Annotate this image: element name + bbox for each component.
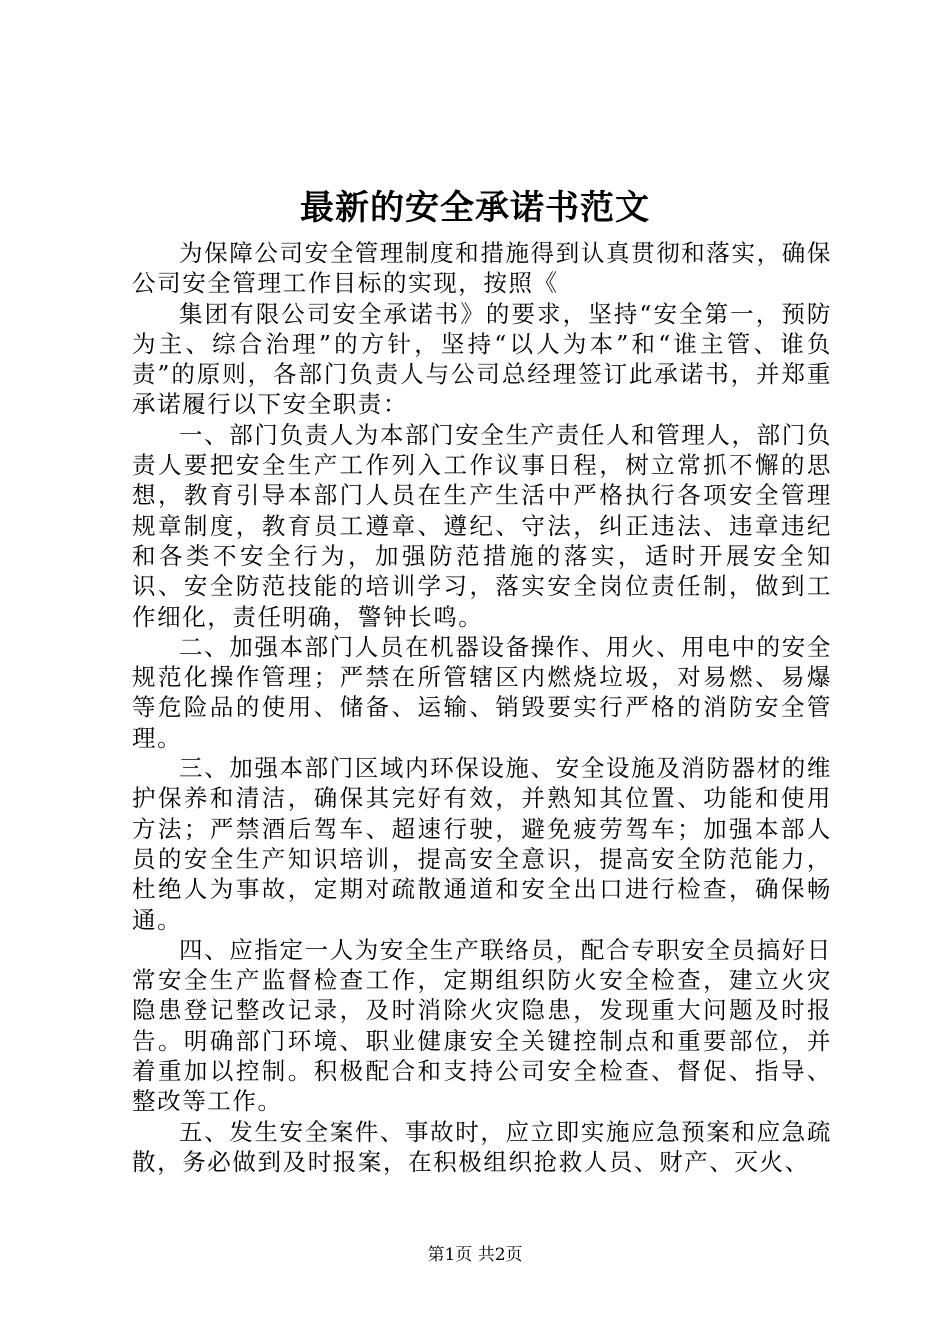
paragraph-requirements: 集团有限公司安全承诺书》的要求，坚持“安全第一，预防为主、综合治理”的方针，坚持“以人为本”和“谁主管、谁负责”的原则，各部门负责人与公司总经理签订此承诺书，并郑重承诺履行以下安全职责： [132, 299, 832, 419]
paragraph-item-3: 三、加强本部门区域内环保设施、安全设施及消防器材的维护保养和清洁，确保其完好有效，并熟知其位置、功能和使用方法；严禁酒后驾车、超速行驶，避免疲劳驾车；加强本部人员的安全生产知识培训，提高安全意识，提高安全防范能力，杜绝人为事故，定期对疏散通道和安全出口进行检查，确保畅通。 [132, 754, 832, 934]
document-title: 最新的安全承诺书范文 [300, 188, 650, 228]
paragraph-item-2: 二、加强本部门人员在机器设备操作、用火、用电中的安全规范化操作管理；严禁在所管辖区内燃烧垃圾，对易燃、易爆等危险品的使用、储备、运输、销毁要实行严格的消防安全管理。 [132, 632, 832, 752]
document-body [132, 238, 832, 1177]
page-number-footer: 第1页 共2页 [427, 1245, 523, 1265]
paragraph-item-4: 四、应指定一人为安全生产联络员，配合专职安全员搞好日常安全生产监督检查工作，定期组织防火安全检查，建立火灾隐患登记整改记录，及时消除火灾隐患，发现重大问题及时报告。明确部门环境、职业健康安全关键控制点和重要部位，并着重加以控制。积极配合和支持公司安全检查、督促、指导、整改等工作。 [132, 935, 832, 1116]
paragraph-item-1: 一、部门负责人为本部门安全生产责任人和管理人，部门负责人要把安全生产工作列入工作议事日程，树立常抓不懈的思想，教育引导本部门人员在生产生活中严格执行各项安全管理规章制度，教育员工遵章、遵纪、守法，纠正违法、违章违纪和各类不安全行为，加强防范措施的落实，适时开展安全知识、安全防范技能的培训学习，落实安全岗位责任制，做到工作细化，责任明确，警钟长鸣。 [132, 420, 832, 631]
paragraph-intro: 为保障公司安全管理制度和措施得到认真贯彻和落实，确保公司安全管理工作目标的实现，按照《 [132, 239, 832, 298]
paragraph-item-5: 五、发生安全案件、事故时，应立即实施应急预案和应急疏散，务必做到及时报案，在积极组织抢救人员、财产、灭火、 [132, 1117, 832, 1176]
